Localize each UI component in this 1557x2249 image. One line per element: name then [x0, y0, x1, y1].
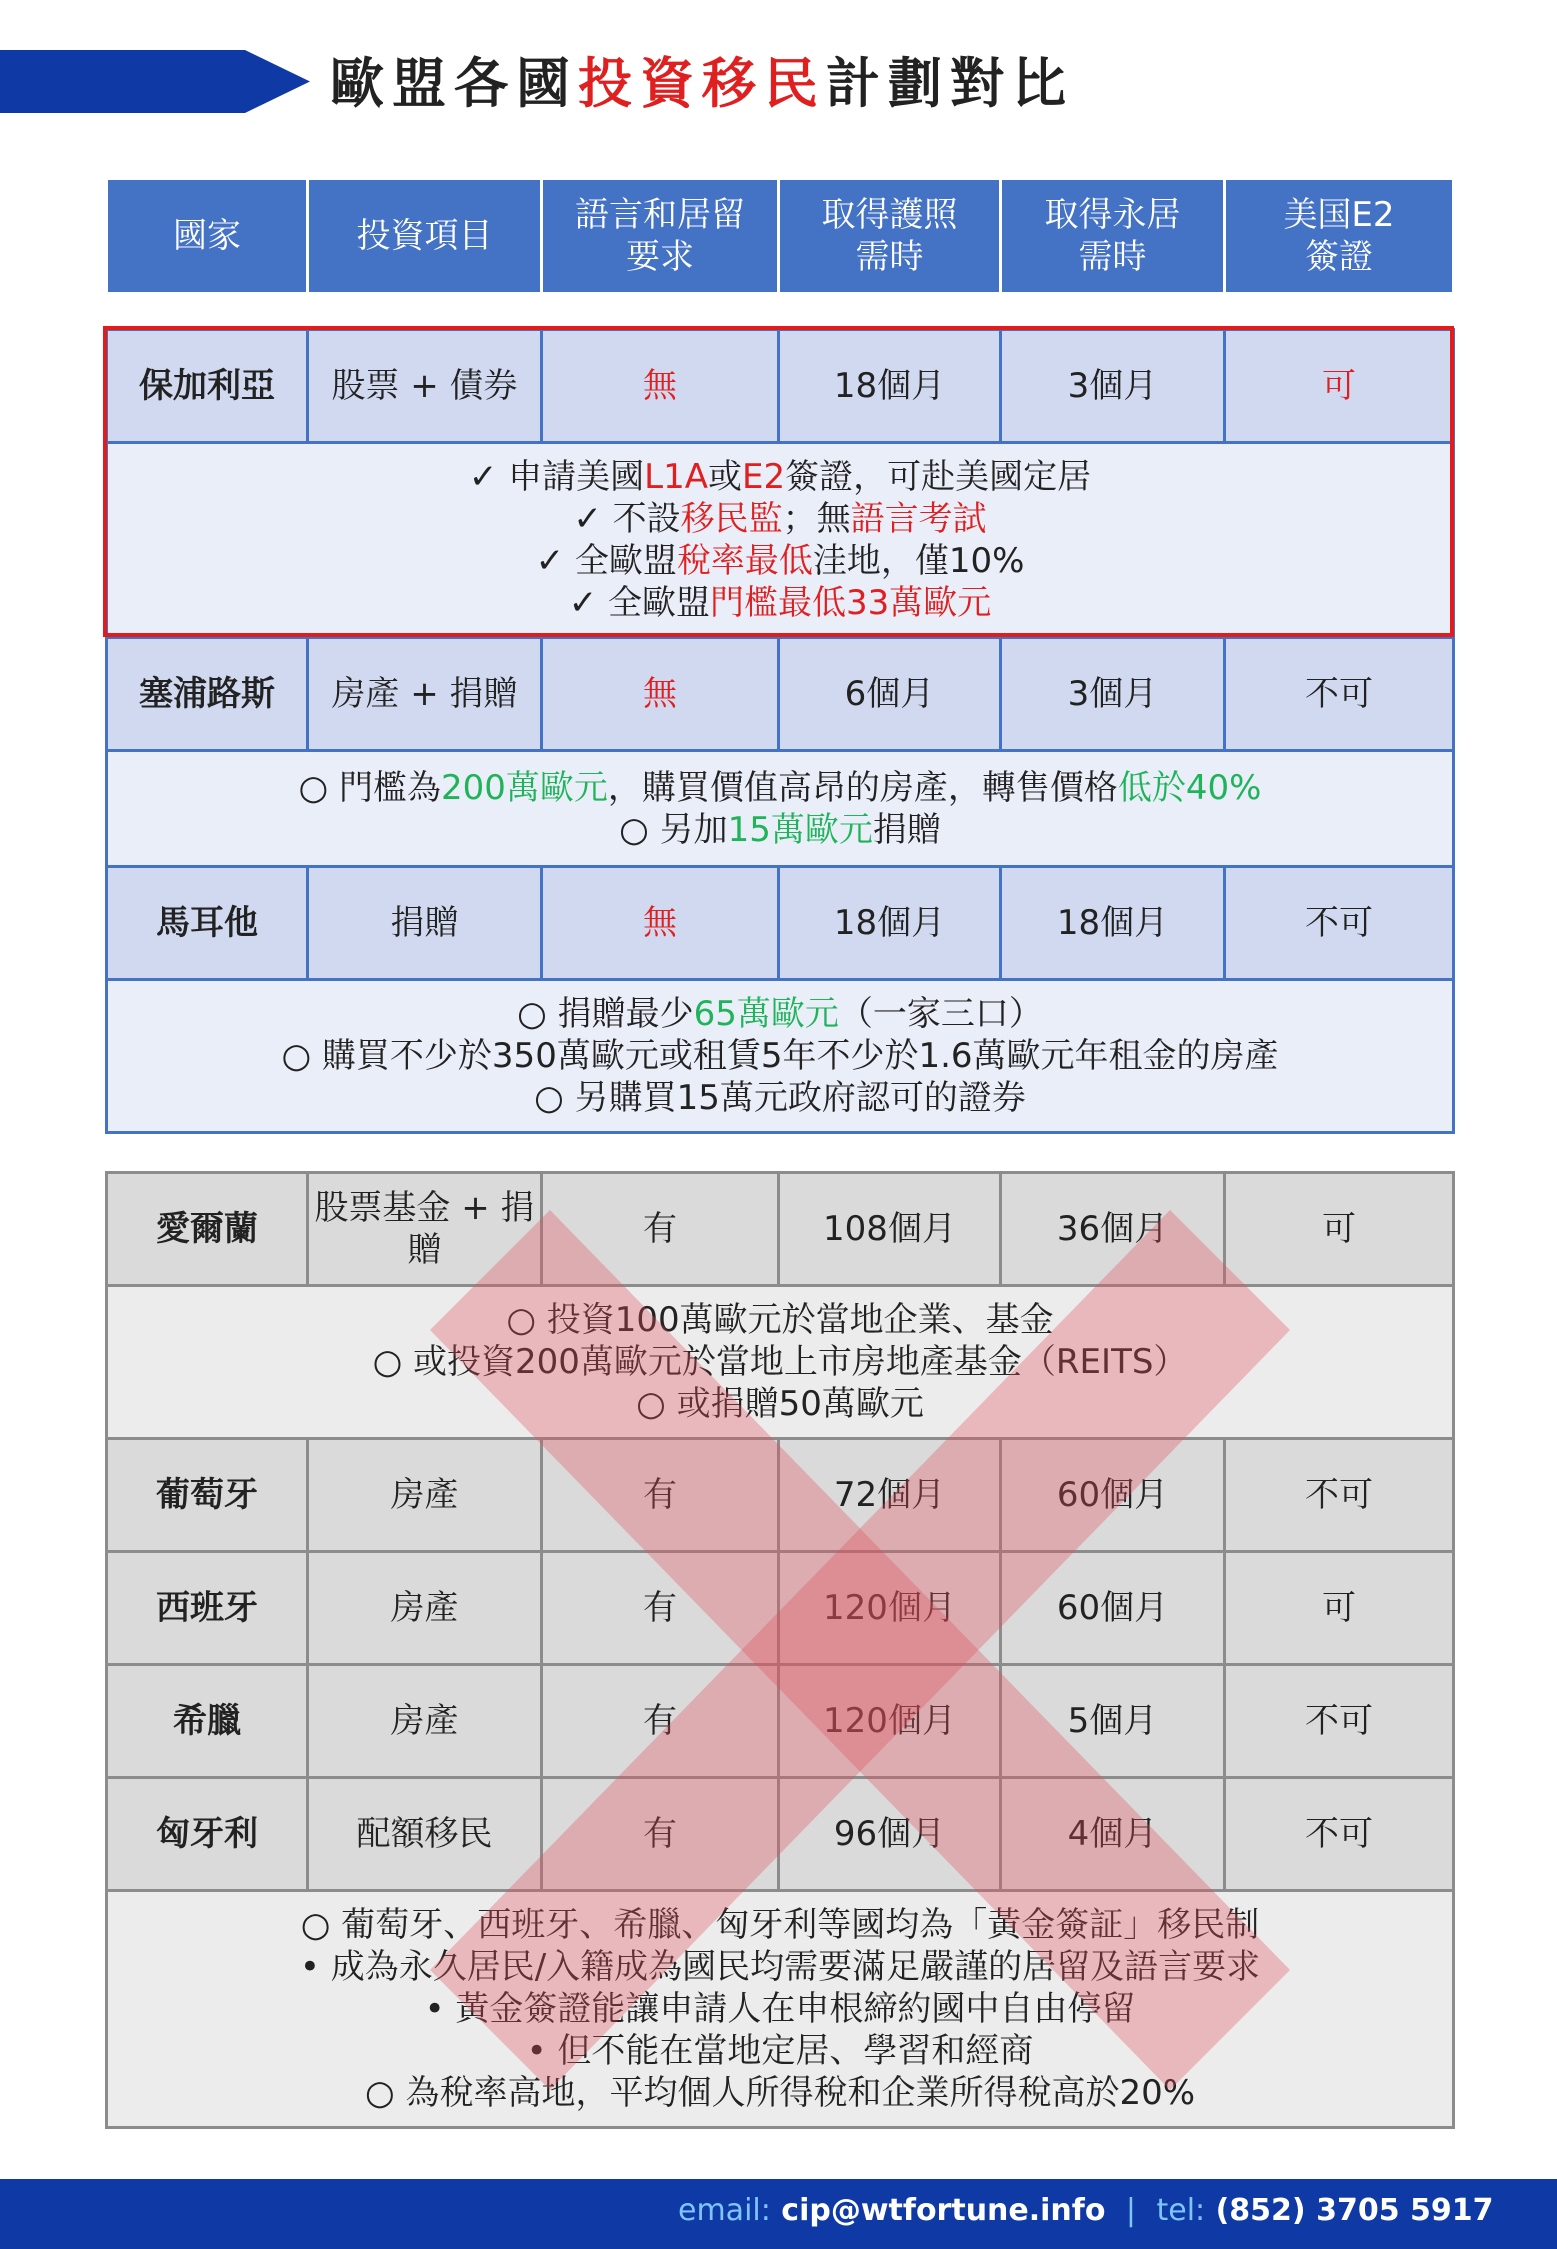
- language-cell: 無: [542, 638, 779, 751]
- investment-cell: 股票 + 債券: [308, 330, 542, 443]
- footer-bar: [0, 2179, 1557, 2249]
- passport-cell: 72個月: [779, 1439, 1001, 1552]
- residency-cell: 36個月: [1001, 1173, 1225, 1286]
- note-line: ○ 為稅率高地，平均個人所得稅和企業所得稅高於20%: [364, 2073, 1196, 2113]
- note-line: ✓ 不設移民監；無語言考試: [573, 499, 987, 539]
- investment-cell: 房產: [308, 1552, 542, 1665]
- passport-cell: 18個月: [779, 330, 1001, 443]
- note-line: ○ 葡萄牙、西班牙、希臘、匈牙利等國均為「黃金簽証」移民制: [300, 1905, 1260, 1945]
- table-row-spain: [107, 1552, 1454, 1665]
- note-line: ○ 或投資200萬歐元於當地上市房地產基金（REITS）: [372, 1342, 1188, 1382]
- note-line: ○ 另購買15萬元政府認可的證券: [534, 1078, 1026, 1118]
- passport-cell: 18個月: [779, 867, 1001, 980]
- header-country: 國家: [107, 180, 308, 292]
- e2-cell: 可: [1225, 1552, 1454, 1665]
- residency-cell: 5個月: [1001, 1665, 1225, 1778]
- title-banner-arrow: [0, 50, 310, 113]
- notes-row-cyprus: [107, 751, 1454, 867]
- passport-cell: 96個月: [779, 1778, 1001, 1891]
- recommended-section: [105, 328, 1452, 1134]
- passport-cell: 6個月: [779, 638, 1001, 751]
- note-line: • 黃金簽證能讓申請人在申根締約國中自由停留: [424, 1989, 1136, 2029]
- language-cell: 無: [542, 867, 779, 980]
- table-row-hungary: [107, 1778, 1454, 1891]
- e2-cell: 不可: [1225, 1665, 1454, 1778]
- table-row-bulgaria: [107, 330, 1454, 443]
- header-residency: 取得永居需時: [1001, 180, 1225, 292]
- email-link[interactable]: cip@wtfortune.info: [781, 2193, 1106, 2228]
- e2-cell: 不可: [1225, 867, 1454, 980]
- residency-cell: 60個月: [1001, 1552, 1225, 1665]
- tel-label: tel:: [1156, 2193, 1206, 2228]
- language-cell: 有: [542, 1665, 779, 1778]
- note-line: ○ 門檻為200萬歐元，購買價值高昂的房產，轉售價格低於40%: [298, 767, 1262, 808]
- title-suffix: 計劃對比: [826, 52, 1074, 115]
- table-row-greece: [107, 1665, 1454, 1778]
- e2-cell: 不可: [1225, 638, 1454, 751]
- country-cell: 葡萄牙: [107, 1439, 308, 1552]
- country-cell: 西班牙: [107, 1552, 308, 1665]
- note-line: • 但不能在當地定居、學習和經商: [526, 2031, 1034, 2071]
- country-cell: 愛爾蘭: [107, 1173, 308, 1286]
- table-row-ireland: [107, 1173, 1454, 1286]
- passport-cell: 108個月: [779, 1173, 1001, 1286]
- language-cell: 有: [542, 1552, 779, 1665]
- note-line: ✓ 全歐盟稅率最低洼地，僅10%: [535, 541, 1025, 581]
- note-line: ○ 購買不少於350萬歐元或租賃5年不少於1.6萬歐元年租金的房產: [281, 1036, 1279, 1076]
- note-line: ○ 或捐贈50萬歐元: [636, 1384, 924, 1424]
- note-line: ○ 捐贈最少65萬歐元（一家三口）: [517, 994, 1043, 1034]
- notes-row-bulgaria: [107, 443, 1454, 638]
- notes-cell: [107, 1891, 1454, 2128]
- note-line: ✓ 申請美國L1A或E2簽證，可赴美國定居: [468, 457, 1092, 497]
- language-cell: 有: [542, 1173, 779, 1286]
- notes-cell: [107, 980, 1454, 1133]
- contact-info: [678, 2193, 1494, 2228]
- investment-cell: 房產 + 捐贈: [308, 638, 542, 751]
- e2-cell: 可: [1225, 1173, 1454, 1286]
- note-line: ○ 另加15萬歐元捐贈: [619, 809, 941, 850]
- residency-cell: 4個月: [1001, 1778, 1225, 1891]
- contact-separator: |: [1125, 2193, 1137, 2228]
- table-header: [105, 180, 1452, 292]
- table-row-cyprus: [107, 638, 1454, 751]
- country-cell: 匈牙利: [107, 1778, 308, 1891]
- e2-cell: 不可: [1225, 1778, 1454, 1891]
- notes-cell: [107, 1286, 1454, 1439]
- email-label: email:: [678, 2193, 771, 2228]
- header-passport: 取得護照需時: [779, 180, 1001, 292]
- residency-cell: 18個月: [1001, 867, 1225, 980]
- tel-link[interactable]: (852) 3705 5917: [1215, 2193, 1494, 2228]
- notes-cell: [107, 443, 1454, 638]
- header-e2: 美国E2簽證: [1225, 180, 1454, 292]
- investment-cell: 配額移民: [308, 1778, 542, 1891]
- country-cell: 塞浦路斯: [107, 638, 308, 751]
- investment-cell: 捐贈: [308, 867, 542, 980]
- language-cell: 無: [542, 330, 779, 443]
- residency-cell: 3個月: [1001, 330, 1225, 443]
- table-row-malta: [107, 867, 1454, 980]
- notes-row-golden-visa: [107, 1891, 1454, 2128]
- table-row-portugal: [107, 1439, 1454, 1552]
- passport-cell: 120個月: [779, 1665, 1001, 1778]
- investment-cell: 房產: [308, 1665, 542, 1778]
- note-line: ○ 投資100萬歐元於當地企業、基金: [506, 1300, 1054, 1340]
- passport-cell: 120個月: [779, 1552, 1001, 1665]
- country-cell: 希臘: [107, 1665, 308, 1778]
- residency-cell: 60個月: [1001, 1439, 1225, 1552]
- investment-cell: 房產: [308, 1439, 542, 1552]
- language-cell: 有: [542, 1778, 779, 1891]
- notes-row-malta: [107, 980, 1454, 1133]
- not-recommended-section: [105, 1171, 1452, 2129]
- header-investment: 投資項目: [308, 180, 542, 292]
- header-language: 語言和居留要求: [542, 180, 779, 292]
- notes-cell: [107, 751, 1454, 867]
- e2-cell: 不可: [1225, 1439, 1454, 1552]
- country-cell: 馬耳他: [107, 867, 308, 980]
- note-line: • 成為永久居民/入籍成為國民均需要滿足嚴謹的居留及語言要求: [299, 1947, 1261, 1987]
- e2-cell: 可: [1225, 330, 1454, 443]
- country-cell: 保加利亞: [107, 330, 308, 443]
- title-highlight: 投資移民: [578, 52, 826, 115]
- title-prefix: 歐盟各國: [330, 52, 578, 115]
- residency-cell: 3個月: [1001, 638, 1225, 751]
- page-title: [330, 52, 1074, 116]
- language-cell: 有: [542, 1439, 779, 1552]
- note-line: ✓ 全歐盟門檻最低33萬歐元: [568, 583, 992, 623]
- investment-cell: 股票基金 + 捐贈: [308, 1173, 542, 1286]
- notes-row-ireland: [107, 1286, 1454, 1439]
